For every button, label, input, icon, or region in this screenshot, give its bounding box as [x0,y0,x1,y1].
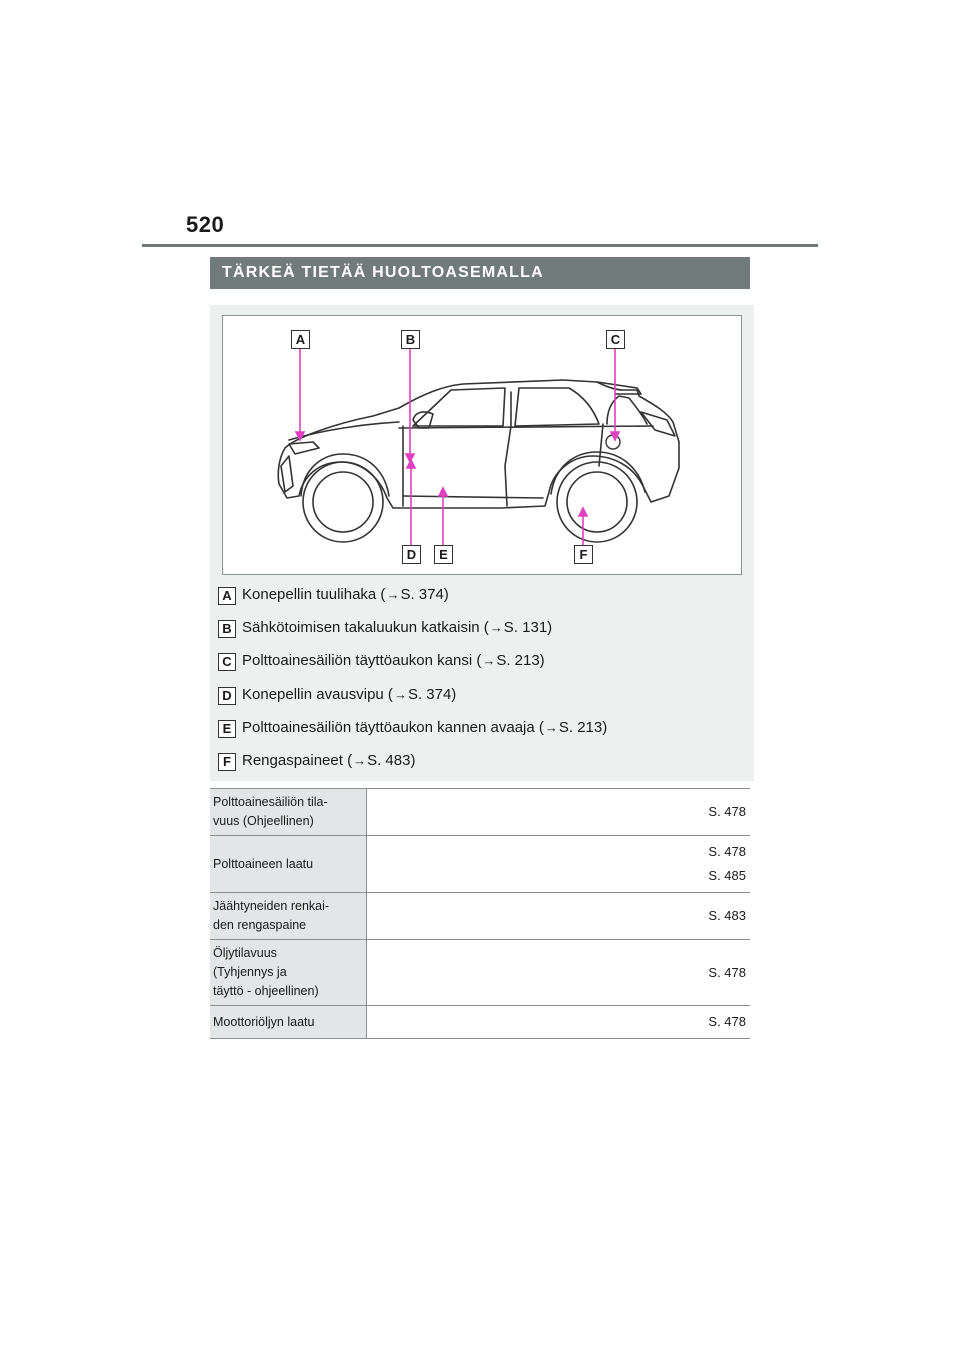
label-b: B [401,330,420,349]
page-reference-link[interactable]: S. 213) [496,652,545,670]
table-ref-cell [367,836,751,893]
page-reference-link[interactable]: S. 478 [708,844,746,859]
table-label-cell: Polttoainesäiliön tila- vuus (Ohjeellinen) [210,789,367,836]
legend-text: Polttoainesäiliön täyttöaukon kannen avaaja ( [242,718,544,736]
table-label-cell: Polttoaineen laatu [210,836,367,893]
legend-key: A [218,587,236,605]
legend-text: Rengaspaineet ( [242,751,353,769]
table-ref-cell [367,893,751,940]
legend-item [218,718,748,751]
table-label-cell: Moottoriöljyn laatu [210,1006,367,1039]
header-rule [142,244,818,247]
page-reference-link[interactable]: S. 374) [400,586,449,603]
page-reference-link[interactable]: S. 374) [407,685,457,703]
service-info-table [210,788,750,1039]
page-reference-link[interactable]: S. 478 [708,1014,746,1029]
table-ref-cell [367,789,751,836]
label-c: C [606,330,625,349]
table-ref-cell [367,940,751,1006]
car-diagram [222,315,742,575]
page-reference-link[interactable]: S. 483 [708,908,746,923]
label-a: A [291,330,310,349]
page-reference-link[interactable]: S. 485 [708,868,746,883]
section-title: TÄRKEÄ TIETÄÄ HUOLTOASEMALLA [210,257,750,289]
arrow-icon: → [544,719,558,735]
legend-item [218,585,748,618]
arrow-icon: → [489,620,503,636]
table-label-cell: Jäähtyneiden renkai- den rengaspaine [210,893,367,940]
label-f: F [574,545,593,564]
label-d: D [402,545,421,564]
table-row [210,940,750,1006]
table-row [210,836,750,893]
page-reference-link[interactable]: S. 483) [367,751,416,769]
table-label-cell: Öljytilavuus (Tyhjennys ja täyttö - ohjeellinen) [210,940,367,1006]
arrow-icon: → [386,587,400,602]
legend-key: C [218,653,236,671]
page-number: 520 [186,212,225,237]
legend-key: E [218,720,236,738]
legend-list [218,585,748,784]
table-ref-cell [367,1006,751,1039]
legend-text: Konepellin avausvipu ( [242,685,393,703]
page-reference-link[interactable]: S. 478 [708,804,746,819]
page-reference-link[interactable]: S. 478 [708,964,746,980]
legend-text: Sähkötoimisen takaluukun katkaisin ( [242,619,489,637]
table-row [210,789,750,836]
table-row [210,893,750,940]
legend-item [218,685,748,718]
car-outline [278,380,679,542]
legend-item [218,751,748,784]
page-reference-link[interactable]: S. 213) [558,718,608,736]
legend-text: Konepellin tuulihaka ( [242,586,386,603]
legend-key: F [218,753,236,771]
legend-item [218,651,748,684]
legend-item [218,618,748,651]
table-row [210,1006,750,1039]
arrow-icon: → [393,686,407,702]
legend-key: D [218,687,236,705]
label-e: E [434,545,453,564]
page-reference-link[interactable]: S. 131) [503,619,553,637]
car-illustration [223,316,743,576]
arrow-icon: → [353,752,367,768]
arrow-icon: → [482,653,496,669]
legend-key: B [218,620,236,638]
legend-text: Polttoainesäiliön täyttöaukon kansi ( [242,652,482,670]
